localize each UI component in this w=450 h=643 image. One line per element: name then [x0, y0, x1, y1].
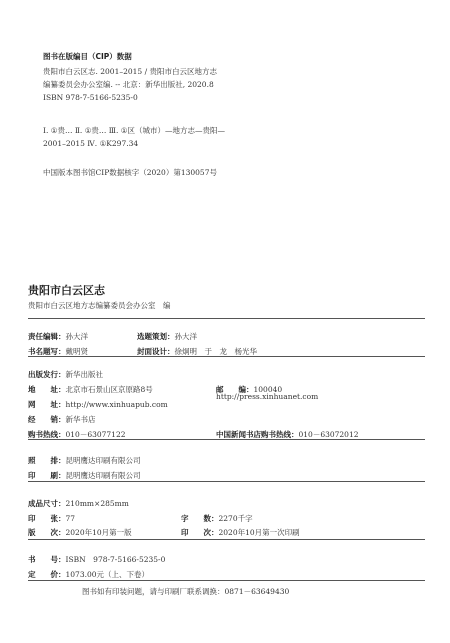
compiler: 贵阳市白云区地方志编纂委员会办公室 编	[28, 301, 171, 310]
cover-value: 徐炯明 于 龙 杨光华	[174, 347, 257, 356]
cip-number: 中国版本图书馆CIP数据核字（2020）第130057号	[43, 168, 217, 177]
cip-classification-2: 2001–2015 Ⅳ. ①K297.34	[43, 139, 139, 148]
size-value: 210mm×285mm	[65, 499, 129, 508]
printer-value: 昆明鹰达印刷有限公司	[65, 471, 141, 480]
edition-row	[28, 520, 132, 539]
isbn-value: ISBN 978-7-5166-5235-0	[65, 555, 166, 564]
cip-classification-1: Ⅰ. ①贵… Ⅱ. ①贵… Ⅲ. ①区（城市）—地方志—贵阳—	[43, 126, 226, 135]
publisher-value: 新华出版社	[65, 370, 103, 379]
distributor-label: 经 销：	[28, 415, 66, 424]
calligraphy-value: 戴明贤	[65, 347, 88, 356]
words-label: 字 数：	[181, 514, 219, 523]
cip-line-2: 编纂委员会办公室编. -- 北京：新华出版社, 2020.8	[43, 80, 214, 89]
words-value: 2270千字	[218, 514, 253, 523]
price-label: 定 价：	[28, 570, 66, 579]
address-label: 地 址：	[28, 385, 66, 394]
footer-note: 图书如有印装问题，请与印刷厂联系调换：0871－63649430	[82, 587, 290, 596]
divider	[28, 439, 425, 440]
distributor-value: 新华书店	[65, 415, 96, 424]
hotline-value: 010－63077122	[65, 430, 126, 439]
cover-label: 封面设计：	[137, 347, 175, 356]
website-link[interactable]: http://www.xinhuapub.com	[65, 400, 168, 409]
editor-value: 孙大洋	[65, 332, 88, 341]
zip-label: 邮 编：	[216, 385, 254, 394]
editor-label: 责任编辑：	[28, 332, 66, 341]
address-value: 北京市石景山区京原路8号	[65, 385, 153, 394]
typeset-label: 照 排：	[28, 456, 66, 465]
edition-value: 2020年10月第一版	[65, 528, 132, 537]
planner-label: 选题策划：	[137, 332, 175, 341]
cip-line-1: 贵阳市白云区志. 2001–2015 / 贵阳市白云区地方志	[43, 67, 217, 76]
book-title: 贵阳市白云区志	[28, 284, 105, 297]
publisher-label: 出版发行：	[28, 370, 66, 379]
sheets-value: 77	[65, 514, 76, 523]
price-row	[28, 562, 149, 581]
website-link-2[interactable]: http://press.xinhuanet.com	[216, 392, 319, 401]
zip-value: 100040	[253, 385, 283, 394]
impression-value: 2020年10月第一次印刷	[218, 528, 300, 537]
printer-row	[28, 463, 141, 482]
cip-isbn: ISBN 978-7-5166-5235-0	[43, 93, 138, 102]
edition-label: 版 次：	[28, 528, 66, 537]
divider	[28, 481, 425, 482]
typeset-value: 昆明鹰达印刷有限公司	[65, 456, 141, 465]
impression-row	[181, 520, 300, 539]
divider	[28, 539, 425, 540]
size-label: 成品尺寸：	[28, 499, 66, 508]
divider	[28, 318, 425, 319]
hotline-label: 购书热线：	[28, 430, 66, 439]
printer-label: 印 刷：	[28, 471, 66, 480]
cip-heading: 图书在版编目（CIP）数据	[43, 52, 132, 61]
calligraphy-label: 书名题写：	[28, 347, 66, 356]
divider	[28, 580, 425, 581]
planner-value: 孙大洋	[174, 332, 197, 341]
hotline-2-value: 010－63072012	[298, 430, 359, 439]
divider	[28, 356, 425, 357]
sheets-label: 印 张：	[28, 514, 66, 523]
hotline-2-label: 中国新闻书店购书热线：	[216, 430, 299, 439]
impression-label: 印 次：	[181, 528, 219, 537]
website-label: 网 址：	[28, 400, 66, 409]
isbn-label: 书 号：	[28, 555, 66, 564]
price-value: 1073.00元（上、下卷）	[65, 570, 150, 579]
